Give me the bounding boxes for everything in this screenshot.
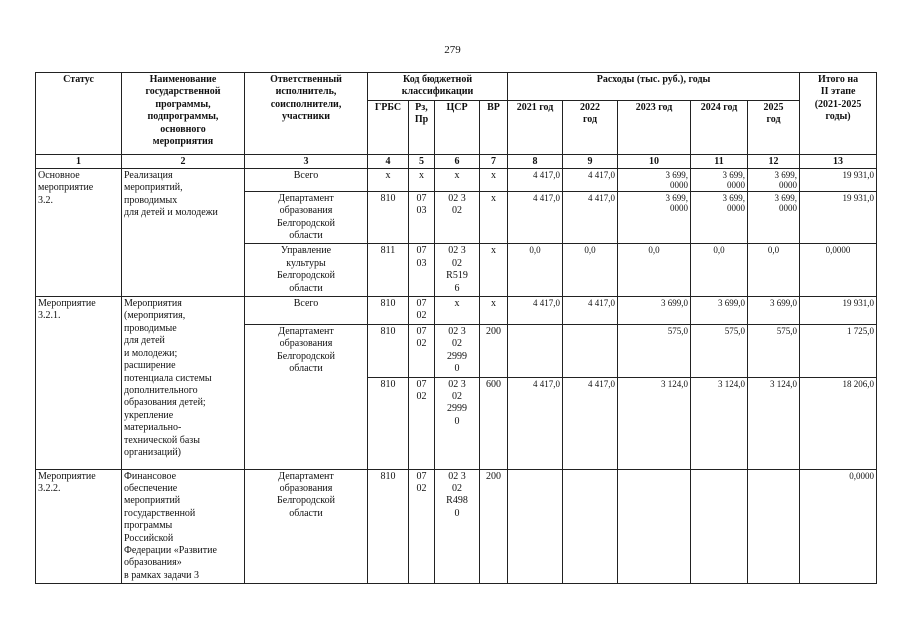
cell-2023: 3 699, 0000 — [618, 191, 691, 244]
cell-vr: 600 — [480, 377, 508, 469]
cell-responsible: Всего — [245, 297, 368, 325]
cell-2025: 3 699, 0000 — [748, 168, 800, 191]
cell-vr: 200 — [480, 469, 508, 584]
cell-csr: х — [435, 297, 480, 325]
cell-csr: 02 3 02 2999 0 — [435, 324, 480, 377]
cell-2023 — [618, 469, 691, 584]
cell-2025: 3 699,0 — [748, 297, 800, 325]
cell-grbs: 810 — [368, 324, 409, 377]
cell-rz-pr: 07 02 — [409, 377, 435, 469]
cell-2021: 4 417,0 — [508, 377, 563, 469]
cell-grbs: 810 — [368, 191, 409, 244]
header-csr: ЦСР — [435, 100, 480, 154]
row-status: Мероприятие 3.2.2. — [36, 469, 122, 584]
cell-2025 — [748, 469, 800, 584]
cell-2022: 4 417,0 — [563, 168, 618, 191]
header-status: Статус — [36, 73, 122, 155]
header-2022: 2022 год — [563, 100, 618, 154]
cell-vr: х — [480, 168, 508, 191]
header-total: Итого на II этапе (2021-2025 годы) — [800, 73, 877, 155]
cell-2024: 3 124,0 — [691, 377, 748, 469]
cell-responsible: Департамент образования Белгородской области — [245, 469, 368, 584]
table-row — [36, 168, 877, 191]
cell-vr: х — [480, 191, 508, 244]
cell-grbs: х — [368, 168, 409, 191]
header-responsible: Ответственный исполнитель, соисполнители, участники — [245, 73, 368, 155]
cell-total: 19 931,0 — [800, 168, 877, 191]
row-status: Основное мероприятие 3.2. — [36, 168, 122, 296]
row-name: Мероприятия (мероприятия, проводимые для детей и молодежи; расширение потенциала системы дополнительного образования детей; укрепление материально- технической базы организаций) — [122, 297, 245, 469]
column-number: 7 — [480, 154, 508, 168]
cell-vr: х — [480, 297, 508, 325]
cell-2023: 0,0 — [618, 244, 691, 297]
cell-total: 19 931,0 — [800, 191, 877, 244]
cell-csr: 02 3 02 R498 0 — [435, 469, 480, 584]
cell-rz-pr: 07 03 — [409, 244, 435, 297]
cell-2022 — [563, 324, 618, 377]
budget-table — [35, 72, 877, 584]
cell-2024: 3 699,0 — [691, 297, 748, 325]
cell-2021 — [508, 324, 563, 377]
header-rz-pr: Рз, Пр — [409, 100, 435, 154]
cell-2023: 3 699, 0000 — [618, 168, 691, 191]
header-2021: 2021 год — [508, 100, 563, 154]
cell-2023: 3 699,0 — [618, 297, 691, 325]
cell-csr: 02 3 02 R519 6 — [435, 244, 480, 297]
cell-responsible: Департамент образования Белгородской области — [245, 324, 368, 469]
cell-2023: 575,0 — [618, 324, 691, 377]
cell-responsible: Управление культуры Белгородской области — [245, 244, 368, 297]
column-number-row — [36, 154, 877, 168]
cell-grbs: 810 — [368, 297, 409, 325]
column-number: 13 — [800, 154, 877, 168]
cell-2021: 0,0 — [508, 244, 563, 297]
cell-2025: 3 124,0 — [748, 377, 800, 469]
table-row — [36, 297, 877, 325]
header-row-1 — [36, 73, 877, 101]
header-expenses: Расходы (тыс. руб.), годы — [508, 73, 800, 101]
cell-rz-pr: х — [409, 168, 435, 191]
header-2023: 2023 год — [618, 100, 691, 154]
row-name: Реализация мероприятий, проводимых для детей и молодежи — [122, 168, 245, 296]
cell-2022 — [563, 469, 618, 584]
cell-responsible: Всего — [245, 168, 368, 191]
header-name: Наименование государственной программы, подпрограммы, основного мероприятия — [122, 73, 245, 155]
cell-2024: 3 699, 0000 — [691, 191, 748, 244]
cell-2024: 3 699, 0000 — [691, 168, 748, 191]
cell-responsible: Департамент образования Белгородской области — [245, 191, 368, 244]
cell-2021: 4 417,0 — [508, 191, 563, 244]
cell-2021: 4 417,0 — [508, 297, 563, 325]
cell-csr: х — [435, 168, 480, 191]
cell-2021 — [508, 469, 563, 584]
cell-vr: 200 — [480, 324, 508, 377]
cell-2023: 3 124,0 — [618, 377, 691, 469]
cell-2022: 4 417,0 — [563, 191, 618, 244]
cell-2021: 4 417,0 — [508, 168, 563, 191]
cell-2022: 4 417,0 — [563, 377, 618, 469]
header-grbs: ГРБС — [368, 100, 409, 154]
column-number: 5 — [409, 154, 435, 168]
cell-2022: 4 417,0 — [563, 297, 618, 325]
cell-2025: 0,0 — [748, 244, 800, 297]
cell-total: 19 931,0 — [800, 297, 877, 325]
column-number: 10 — [618, 154, 691, 168]
row-status: Мероприятие 3.2.1. — [36, 297, 122, 469]
cell-2024: 575,0 — [691, 324, 748, 377]
cell-grbs: 810 — [368, 469, 409, 584]
column-number: 6 — [435, 154, 480, 168]
page-number: 279 — [444, 44, 461, 56]
column-number: 1 — [36, 154, 122, 168]
cell-rz-pr: 07 02 — [409, 297, 435, 325]
header-2024: 2024 год — [691, 100, 748, 154]
header-budget-code: Код бюджетной классификации — [368, 73, 508, 101]
cell-csr: 02 3 02 — [435, 191, 480, 244]
cell-2022: 0,0 — [563, 244, 618, 297]
column-number: 4 — [368, 154, 409, 168]
cell-2025: 575,0 — [748, 324, 800, 377]
column-number: 8 — [508, 154, 563, 168]
column-number: 9 — [563, 154, 618, 168]
cell-2024: 0,0 — [691, 244, 748, 297]
cell-2024 — [691, 469, 748, 584]
cell-rz-pr: 07 03 — [409, 191, 435, 244]
cell-2025: 3 699, 0000 — [748, 191, 800, 244]
cell-grbs: 810 — [368, 377, 409, 469]
cell-vr: х — [480, 244, 508, 297]
header-vr: ВР — [480, 100, 508, 154]
column-number: 3 — [245, 154, 368, 168]
cell-total: 0,0000 — [800, 469, 877, 584]
cell-total: 18 206,0 — [800, 377, 877, 469]
table-row — [36, 469, 877, 584]
cell-total: 1 725,0 — [800, 324, 877, 377]
cell-csr: 02 3 02 2999 0 — [435, 377, 480, 469]
cell-grbs: 811 — [368, 244, 409, 297]
column-number: 2 — [122, 154, 245, 168]
header-2025: 2025 год — [748, 100, 800, 154]
cell-total: 0,0000 — [800, 244, 877, 297]
cell-rz-pr: 07 02 — [409, 469, 435, 584]
column-number: 12 — [748, 154, 800, 168]
column-number: 11 — [691, 154, 748, 168]
cell-rz-pr: 07 02 — [409, 324, 435, 377]
row-name: Финансовое обеспечение мероприятий государственной программы Российской Федерации «Развитие образования» в рамках задачи 3 — [122, 469, 245, 584]
